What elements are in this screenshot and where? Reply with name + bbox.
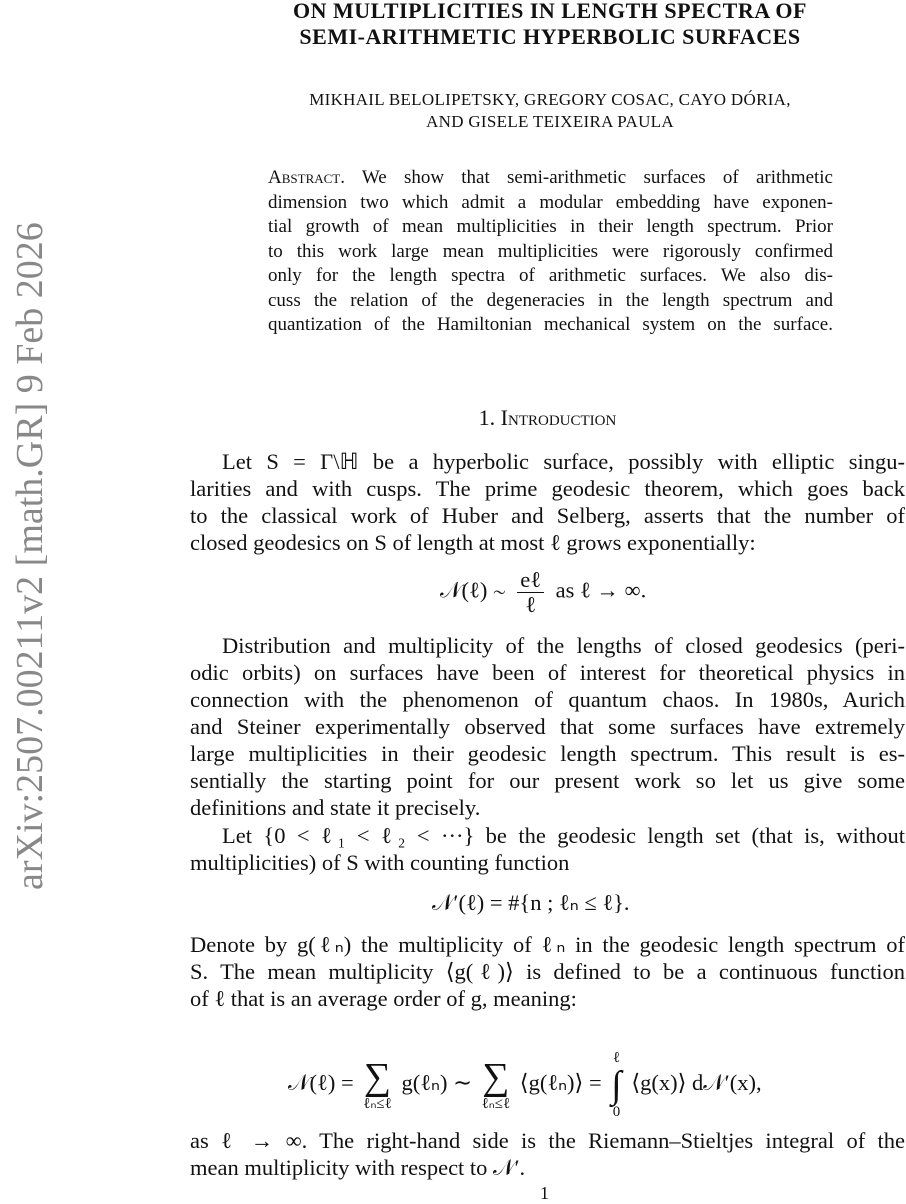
body-line: and Steiner experimentally observed that some surfaces have extremely (190, 714, 905, 739)
authors-line-2: AND GISELE TEIXEIRA PAULA (426, 112, 674, 131)
formula-part: 𝒩(ℓ) = (288, 1070, 354, 1096)
body-line: large multiplicities in their geodesic length spectrum. This result is es- (190, 741, 905, 766)
formula-prime-geodesic (440, 568, 646, 617)
formula-rhs: as ℓ → ∞. (555, 577, 647, 603)
body-line: of ℓ that is an average order of g, meaning: (190, 986, 577, 1011)
body-line: odic orbits) on surfaces have been of interest for theoretical physics in (190, 660, 905, 685)
body-line: mean multiplicity with respect to 𝒩′. (190, 1155, 526, 1180)
section-heading: 1. Introduction (478, 405, 617, 430)
body-line: definitions and state it precisely. (190, 795, 481, 820)
body-line: Let {0 < ℓ₁ < ℓ₂ < ···} be the geodesic length set (that is, without (222, 823, 905, 848)
body-line: larities and with cusps. The prime geodesic theorem, which goes back (190, 476, 905, 501)
sum-symbol: ∑ (364, 1056, 392, 1098)
arxiv-sidebar-stamp: arXiv:2507.00211v2 [math.GR] 9 Feb 2026 (9, 222, 51, 890)
formula-part: ⟨g(ℓₙ)⟩ = (519, 1070, 602, 1096)
body-line: Let S = Γ\ℍ be a hyperbolic surface, possibly with elliptic singu- (222, 449, 905, 474)
abstract-line: only for the length spectra of arithmetic surfaces. We also dis- (268, 265, 833, 286)
integral-symbol: ∫ (611, 1064, 622, 1106)
sum-symbol: ∑ (482, 1056, 510, 1098)
body-line: Distribution and multiplicity of the lengths of closed geodesics (peri- (222, 633, 905, 658)
body-line: S. The mean multiplicity ⟨g(ℓ)⟩ is defined to be a continuous function (190, 959, 905, 984)
abstract-line: We show that semi-arithmetic surfaces of arithmetic (361, 167, 833, 188)
body-line: sentially the starting point for our present work so let us give some (190, 768, 905, 793)
formula-lhs: 𝒩(ℓ) ∼ (440, 577, 506, 603)
page-number: 1 (540, 1183, 549, 1203)
authors-line-1: MIKHAIL BELOLIPETSKY, GREGORY COSAC, CAYO DÓRIA, (309, 90, 791, 109)
formula-part: ⟨g(x)⟩ d𝒩′(x), (631, 1070, 762, 1096)
abstract-label: Abstract. (268, 167, 345, 188)
body-line: to the classical work of Huber and Selberg, asserts that the number of (190, 503, 905, 528)
sum-subscript: ℓₙ≤ℓ (363, 1096, 392, 1112)
body-line: as ℓ → ∞. The right-hand side is the Riemann–Stieltjes integral of the (190, 1128, 905, 1153)
body-line: connection with the phenomenon of quantum chaos. In 1980s, Aurich (190, 687, 905, 712)
formula-mean-multiplicity (288, 1050, 762, 1120)
body-line: closed geodesics on S of length at most ℓ grows exponentially: (190, 530, 756, 555)
abstract-line: dimension two which admit a modular embedding have exponen- (268, 191, 833, 213)
formula-counting-function: 𝒩′(ℓ) = #{n ; ℓₙ ≤ ℓ}. (432, 890, 630, 915)
sum-subscript: ℓₙ≤ℓ (481, 1096, 511, 1112)
formula-numerator: eℓ (517, 568, 544, 593)
abstract-line: tial growth of mean multiplicities in their length spectrum. Prior (268, 216, 833, 237)
abstract-line: quantization of the Hamiltonian mechanical system on the surface. (268, 314, 833, 335)
abstract-line: cuss the relation of the degeneracies in the length spectrum and (268, 289, 833, 311)
formula-denominator: ℓ (525, 592, 537, 617)
abstract-line: to this work large mean multiplicities were rigorously confirmed (268, 240, 833, 262)
body-line: Denote by g(ℓₙ) the multiplicity of ℓₙ in the geodesic length spectrum of (190, 932, 905, 957)
formula-part: g(ℓₙ) ∼ (401, 1070, 472, 1096)
integral-upper: ℓ (612, 1050, 621, 1066)
paper-title-line-1: ON MULTIPLICITIES IN LENGTH SPECTRA OF (293, 0, 807, 23)
integral-lower: 0 (612, 1104, 621, 1120)
paper-title-line-2: SEMI-ARITHMETIC HYPERBOLIC SURFACES (299, 24, 801, 49)
body-line: multiplicities) of S with counting function (190, 850, 570, 875)
